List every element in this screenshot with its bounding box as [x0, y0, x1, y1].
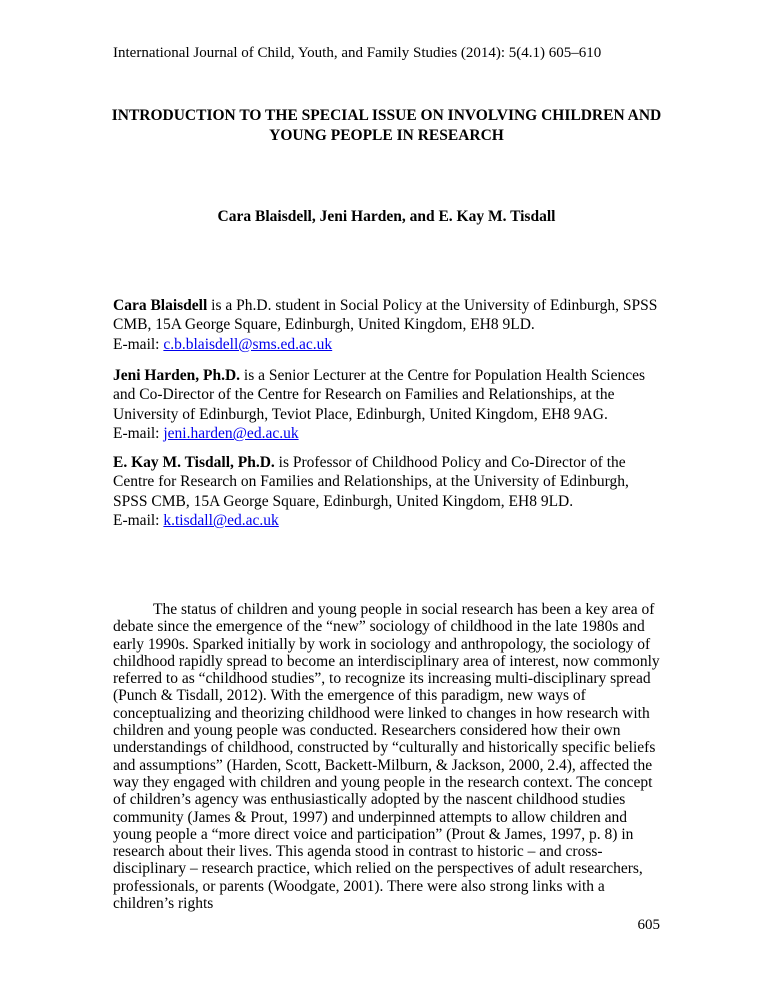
author-bio-text-harden: is a Senior Lecturer at the Centre for Population Health Sciences and Co-Director of the Centre for Research on Families and Relationships, at the University of Edinburgh, Teviot Place, Edinburgh, United Kingdom, EH8 9AG. [113, 367, 646, 423]
article-title-line-1: INTRODUCTION TO THE SPECIAL ISSUE ON INVOLVING CHILDREN AND [111, 107, 662, 124]
author-name-tisdall: E. Kay M. Tisdall, Ph.D. [113, 454, 275, 471]
email-link-tisdall[interactable]: k.tisdall@ed.ac.uk [163, 512, 279, 530]
email-label-blaisdell: E-mail: [113, 335, 164, 353]
article-title [40, 106, 733, 145]
email-link-harden[interactable]: jeni.harden@ed.ac.uk [163, 425, 299, 443]
author-bio-blaisdell [113, 296, 660, 354]
author-name-blaisdell: Cara Blaisdell [113, 297, 208, 314]
author-bio-tisdall [113, 453, 660, 531]
author-name-harden: Jeni Harden, Ph.D. [113, 367, 241, 384]
page-number: 605 [637, 917, 660, 933]
author-bio-text-tisdall: is Professor of Childhood Policy and Co-Director of the Centre for Research on Families and Relationships, at the University of Edinburgh, SPSS CMB, 15A George Square, Edinburgh, United Kingdom, EH8 9LD. [113, 454, 629, 510]
email-label-harden: E-mail: [113, 425, 164, 443]
authors-line: Cara Blaisdell, Jeni Harden, and E. Kay M. Tisdall [217, 208, 556, 225]
author-bio-harden [113, 366, 660, 444]
article-title-line-2: YOUNG PEOPLE IN RESEARCH [269, 126, 504, 144]
body-paragraph: The status of children and young people in social research has been a key area of debate since the emergence of the “new” sociology of childhood in the late 1980s and early 1990s. Sparked initially by work in sociology and anthropology, the sociology of childhood rapidly spread to become an interdisciplinary area of interest, now commonly referred to as “childhood studies”, to recognize its increasing multi-disciplinary spread (Punch & Tisdall, 2012). With the emergence of this paradigm, new ways of conceptualizing and theorizing childhood were linked to changes in how research with children and young people was conducted. Researchers considered how their own understandings of childhood, constructed by “culturally and historically specific beliefs and assumptions” (Harden, Scott, Backett-Milburn, & Jackson, 2000, 2.4), affected the way they engaged with children and young people in the research context. The concept of children’s agency was enthusiastically adopted by the nascent childhood studies community (James & Prout, 1997) and underpinned attempts to allow children and young people a “more direct voice and participation” (Prout & James, 1997, p. 8) in research about their lives. This agenda stood in contrast to historic – and cross-disciplinary – research practice, which relied on the perspectives of adult researchers, professionals, or parents (Woodgate, 2001). There were also strong links with a children’s rights [113, 601, 660, 913]
email-link-blaisdell[interactable]: c.b.blaisdell@sms.ed.ac.uk [163, 335, 333, 353]
journal-header: International Journal of Child, Youth, and Family Studies (2014): 5(4.1) 605–610 [113, 45, 602, 61]
email-label-tisdall: E-mail: [113, 512, 164, 530]
author-bio-text-blaisdell: is a Ph.D. student in Social Policy at the University of Edinburgh, SPSS CMB, 15A George Square, Edinburgh, United Kingdom, EH8 9LD. [113, 297, 658, 334]
